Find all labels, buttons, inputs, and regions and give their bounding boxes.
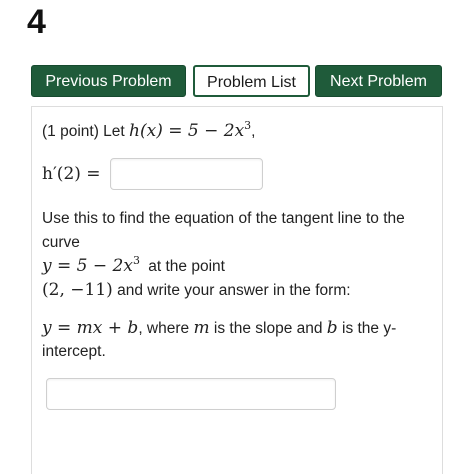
- problem-statement: [42, 121, 255, 142]
- derivative-prompt: h′(2) =: [42, 164, 101, 184]
- form-text: and write your answer in the form:: [117, 282, 351, 299]
- point-line: [42, 280, 351, 301]
- b-variable: b: [326, 318, 338, 338]
- m-symbol: [193, 318, 209, 338]
- point-coordinates: (2, −11): [42, 280, 113, 300]
- function-definition: [129, 121, 251, 141]
- next-problem-button[interactable]: Next Problem: [315, 65, 442, 97]
- curve-equation: [42, 256, 140, 276]
- function-expression: h(x) = 5 − 2x: [129, 121, 245, 141]
- derivative-answer-input[interactable]: [110, 158, 263, 190]
- form-equation: [42, 318, 138, 338]
- b-symbol: [327, 318, 338, 338]
- curve-expression: y = 5 − 2x: [42, 256, 133, 276]
- instruction-line-2: curve: [42, 234, 80, 251]
- intercept-text: intercept.: [42, 343, 106, 360]
- slope-text: is the slope and: [213, 320, 323, 337]
- previous-problem-button[interactable]: Previous Problem: [31, 65, 186, 97]
- where-text: , where: [138, 320, 190, 337]
- yint-text: is the y-: [342, 320, 397, 337]
- form-line: [42, 318, 396, 339]
- problem-number: 4: [27, 3, 46, 41]
- curve-equation-line: [42, 256, 225, 277]
- at-point-text: at the point: [148, 258, 225, 275]
- instruction-line-1: Use this to find the equation of the tangent line to the: [42, 210, 405, 227]
- form-expression: y = mx + b: [42, 318, 139, 338]
- m-variable: m: [193, 318, 210, 338]
- function-exponent: 3: [244, 119, 252, 132]
- curve-exponent: 3: [132, 254, 140, 267]
- problem-list-button[interactable]: Problem List: [193, 65, 310, 97]
- function-trailing-comma: ,: [251, 123, 256, 140]
- tangent-line-answer-input[interactable]: [46, 378, 336, 410]
- points-text: (1 point) Let: [42, 123, 125, 140]
